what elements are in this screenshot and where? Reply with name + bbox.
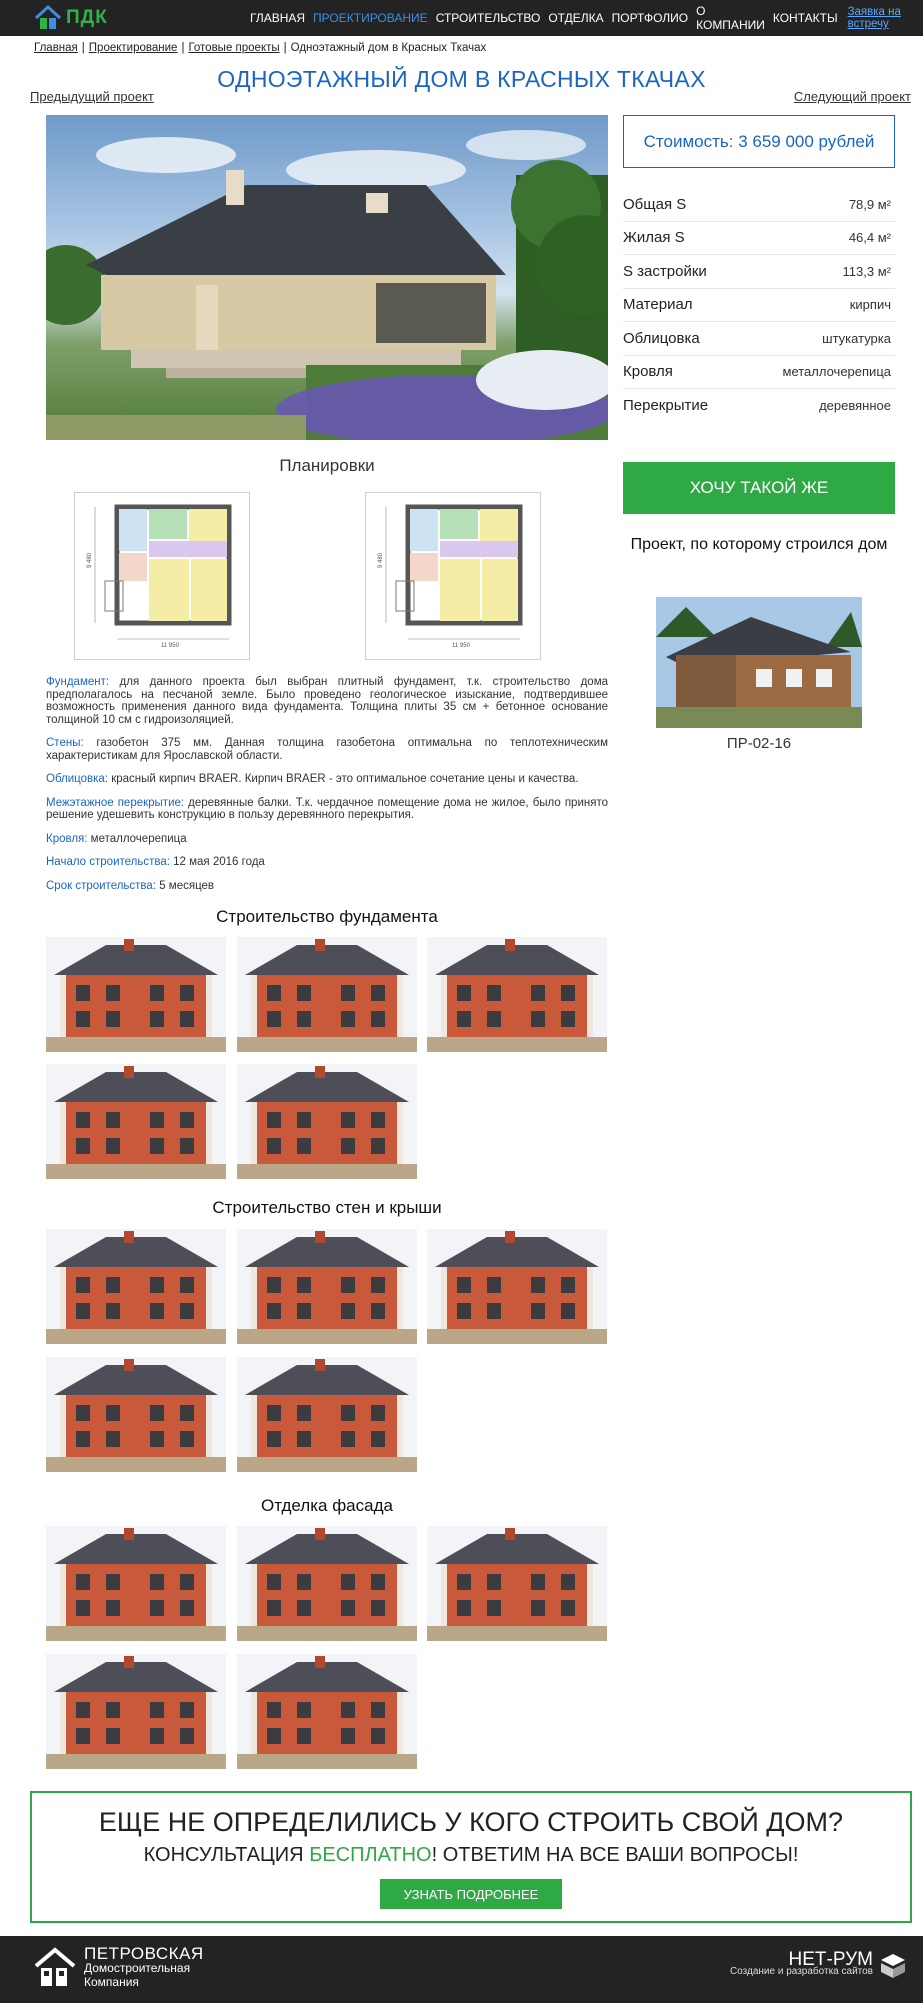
gallery-foundation-photo[interactable] <box>237 937 417 1052</box>
desc-foundation: Фундамент: для данного проекта был выбран плитный фундамент, т.к. строительство дома предполагалось на песчаной земле. Было проведено геологическое изыскание, подтвердившее возможность применения данного вида фундамента. Толщина плиты 35 см + бетонное основание толщиной 10 см с гидроизоляцией. <box>46 676 608 726</box>
price-box: Стоимость: 3 659 000 рублей <box>623 115 895 168</box>
page-title: ОДНОЭТАЖНЫЙ ДОМ В КРАСНЫХ ТКАЧАХ <box>217 66 706 92</box>
cta-headline: ЕЩЕ НЕ ОПРЕДЕЛИЛИСЬ У КОГО СТРОИТЬ СВОЙ ДОМ? <box>98 1807 844 1837</box>
gallery-facade-photo[interactable] <box>237 1654 417 1769</box>
logo[interactable] <box>34 4 124 32</box>
breadcrumb: Главная | Проектирование | Готовые проекты | Одноэтажный дом в Красных Ткачах <box>34 42 487 54</box>
gallery-foundation-photo[interactable] <box>46 1064 226 1179</box>
desc-start: Начало строительства: 12 мая 2016 года <box>46 856 265 868</box>
nav-about[interactable]: О КОМПАНИИ <box>696 4 765 32</box>
gallery-walls-photo[interactable] <box>46 1357 226 1472</box>
house-logo-icon <box>34 1946 76 1990</box>
plan-1-width-label: 11 950 <box>161 643 179 649</box>
desc-roof: Кровля: металлочерепица <box>46 832 187 845</box>
spec-row-cladding: Облицовка штукатурка <box>623 322 895 356</box>
plan-2-width-label: 11 950 <box>452 643 470 649</box>
consultation-banner <box>30 1791 912 1923</box>
breadcrumb-ready-projects[interactable]: Готовые проекты <box>188 42 280 54</box>
built-project-code: ПР-02-16 <box>726 735 792 752</box>
project-description <box>46 676 608 903</box>
cube-logo-icon <box>879 1952 907 1980</box>
floor-plan-1[interactable] <box>74 492 250 660</box>
footer-company-name: ПЕТРОВСКАЯ <box>84 1944 204 1963</box>
spec-row-roof: Кровля металлочерепица <box>623 356 895 390</box>
cta-subline: КОНСУЛЬТАЦИЯ БЕСПЛАТНО! ОТВЕТИМ НА ВСЕ ВАШИ ВОПРОСЫ! <box>143 1844 799 1866</box>
spec-row-total-area: Общая S 78,9 м² <box>623 188 895 222</box>
plan-1-height-label: 9 480 <box>87 552 93 568</box>
gallery-walls-photo[interactable] <box>237 1229 417 1344</box>
nav-construction[interactable]: СТРОИТЕЛЬСТВО <box>435 11 541 25</box>
spec-row-living-area: Жилая S 46,4 м² <box>623 222 895 256</box>
developer-caption: Создание и разработка сайтов <box>729 1966 873 1977</box>
gallery-facade-photo[interactable] <box>427 1526 607 1641</box>
breadcrumb-design[interactable]: Проектирование <box>88 42 178 54</box>
main-house-photo[interactable] <box>46 115 608 440</box>
gallery-walls-photo[interactable] <box>46 1229 226 1344</box>
plan-2-height-label: 9 480 <box>378 552 384 568</box>
desc-duration: Срок строительства: 5 месяцев <box>46 879 215 892</box>
prev-project-link[interactable]: Предыдущий проект <box>30 89 154 104</box>
next-project-link[interactable]: Следующий проект <box>793 89 911 104</box>
nav-home[interactable]: ГЛАВНАЯ <box>250 11 306 25</box>
gallery-foundation-photo[interactable] <box>237 1064 417 1179</box>
desc-cladding: Облицовка: красный кирпич BRAER. Кирпич BRAER - это оптимальное сочетание цены и качества. <box>46 773 579 785</box>
logo-text: ПДК <box>66 7 108 28</box>
nav-design[interactable]: ПРОЕКТИРОВАНИЕ <box>313 11 428 25</box>
gallery-foundation-photo[interactable] <box>46 937 226 1052</box>
top-navbar <box>0 0 923 36</box>
gallery-foundation-photo[interactable] <box>427 937 607 1052</box>
spec-row-footprint: S застройки 113,3 м² <box>623 255 895 289</box>
gallery-walls-photo[interactable] <box>427 1229 607 1344</box>
spec-row-material: Материал кирпич <box>623 289 895 323</box>
developer-credit[interactable] <box>729 1949 907 1980</box>
gallery-facade-photo[interactable] <box>237 1526 417 1641</box>
desc-walls: Стены: газобетон 375 мм. Данная толщина газобетона оптимальна по теплотехническим характеристикам для Ярославской области. <box>46 737 608 762</box>
spec-row-floor: Перекрытие деревянное <box>623 397 891 415</box>
house-logo-icon <box>34 4 62 32</box>
gallery-facade-title: Отделка фасада <box>261 1496 393 1515</box>
want-same-button[interactable]: ХОЧУ ТАКОЙ ЖЕ <box>623 462 895 514</box>
nav-contacts[interactable]: КОНТАКТЫ <box>772 11 838 25</box>
footer-logo[interactable]: ПЕТРОВСКАЯ Домостроительная Компания <box>34 1946 204 1990</box>
gallery-walls-photo[interactable] <box>237 1357 417 1472</box>
spec-list <box>623 188 895 423</box>
built-project-photo[interactable] <box>656 597 862 728</box>
house-render-image <box>46 115 608 440</box>
developer-name: НЕТ-РУМ <box>788 1949 873 1970</box>
meeting-request-link[interactable]: Заявка на встречу <box>847 6 901 30</box>
nav-portfolio[interactable]: ПОРТФОЛИО <box>611 11 689 25</box>
breadcrumb-home[interactable]: Главная <box>34 42 78 54</box>
gallery-facade-photo[interactable] <box>46 1526 226 1641</box>
floor-plan-2[interactable] <box>365 492 541 660</box>
gallery-foundation-title: Строительство фундамента <box>216 907 438 926</box>
main-nav <box>250 0 923 36</box>
learn-more-button[interactable]: УЗНАТЬ ПОДРОБНЕЕ <box>380 1879 562 1909</box>
breadcrumb-current: Одноэтажный дом в Красных Ткачах <box>290 42 487 54</box>
desc-floors: Межэтажное перекрытие: деревянные балки. Т.к. чердачное помещение дома не жилое, было принято решение удешевить конструкцию в пользу деревянного перекрытия. <box>46 796 608 821</box>
gallery-walls-title: Строительство стен и крыши <box>212 1198 442 1217</box>
built-project-title: Проект, по которому строился дом <box>630 536 888 553</box>
nav-finishing[interactable]: ОТДЕЛКА <box>548 11 604 25</box>
footer <box>0 1936 923 2003</box>
gallery-facade-photo[interactable] <box>46 1654 226 1769</box>
plans-title: Планировки <box>279 456 375 475</box>
